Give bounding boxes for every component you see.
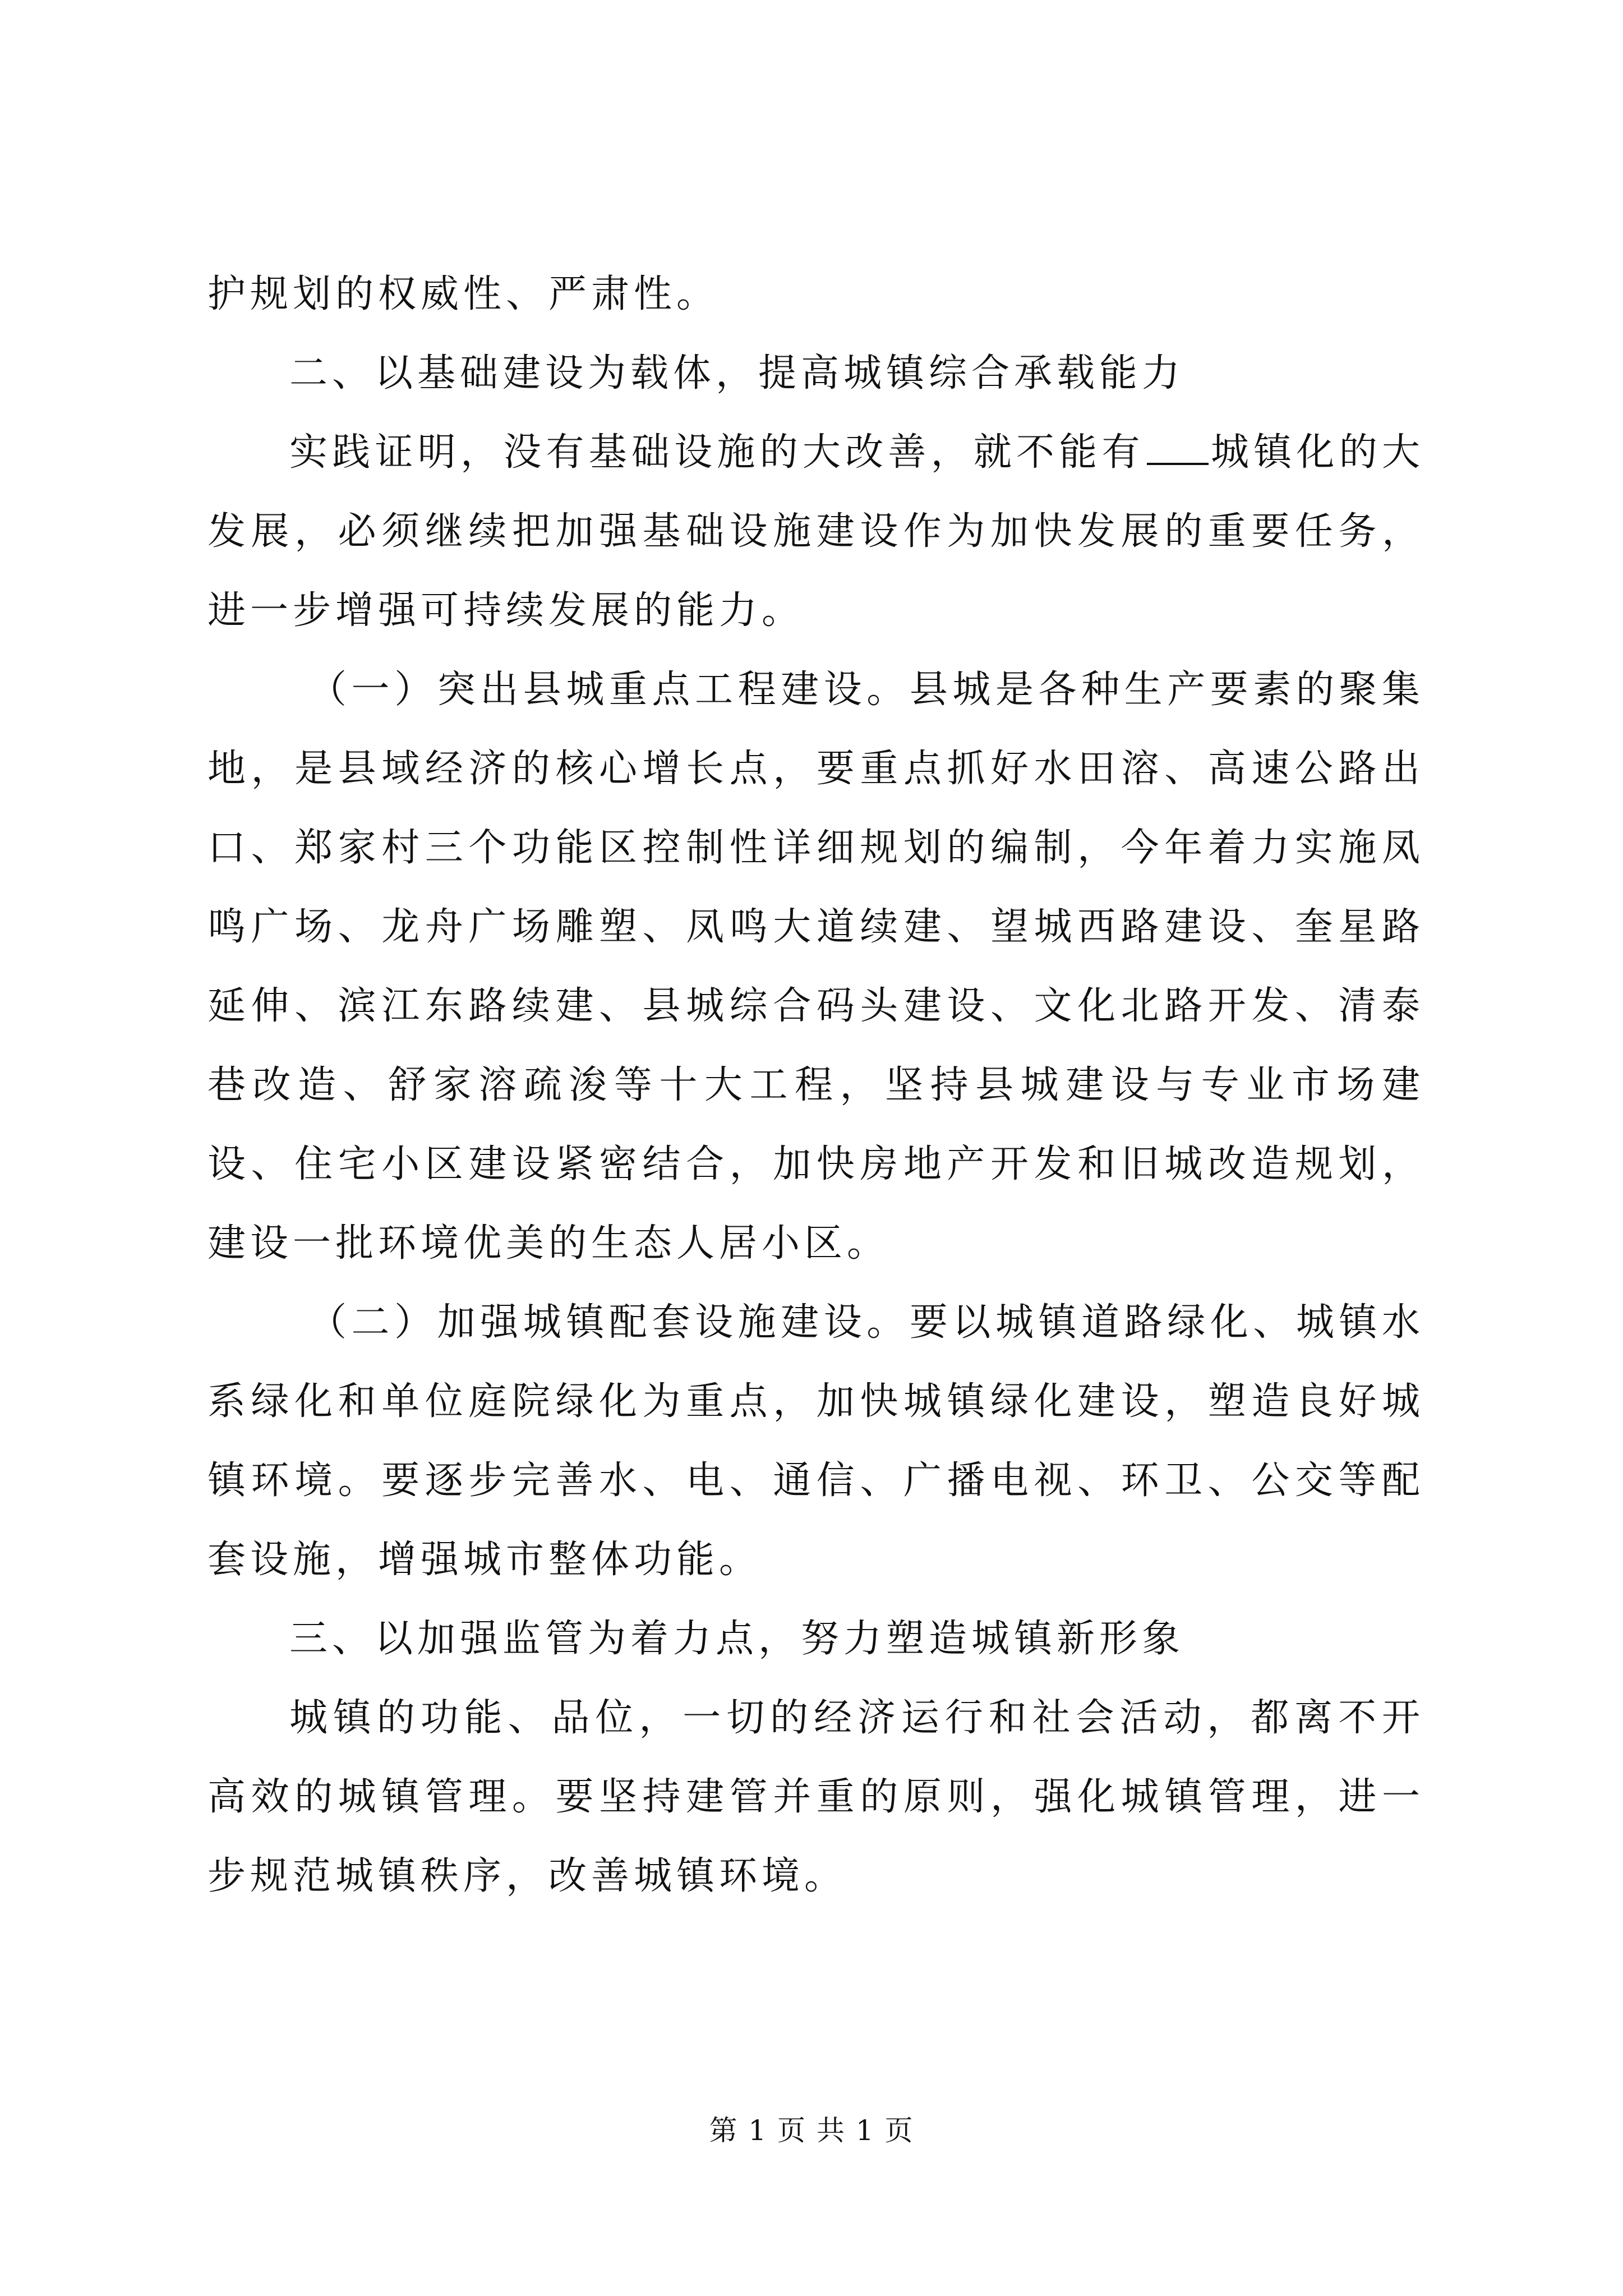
paragraph-practice-start: 实践证明，没有基础设施的大改善，就不能有 [289,430,1145,475]
document-body [208,255,1424,1916]
paragraph-practice [208,413,1424,650]
page-footer: 第 1 页 共 1 页 [709,2114,914,2147]
section-heading-2: 二、以基础建设为载体，提高城镇综合承载能力 [289,351,1185,395]
subsection-supporting-facilities: （二）加强城镇配套设施建设。要以城镇道路绿化、城镇水系绿化和单位庭院绿化为重点，加快城镇绿化建设，塑造良好城镇环境。要逐步完善水、电、通信、广播电视、环卫、公交等配套设施，增强城市整体功能。 [208,1300,1424,1582]
subsection-county-projects: （一）突出县城重点工程建设。县城是各种生产要素的聚集地，是县域经济的核心增长点，要重点抓好水田溶、高速公路出口、郑家村三个功能区控制性详细规划的编制，今年着力实施凤鸣广场、龙舟广场雕塑、凤鸣大道续建、望城西路建设、奎星路延伸、滨江东路续建、县城综合码头建设、文化北路开发、清泰巷改造、舒家溶疏浚等十大工程，坚持县城建设与专业市场建设、住宅小区建设紧密结合，加快房地产开发和旧城改造规划，建设一批环境优美的生态人居小区。 [208,668,1424,1266]
blank-underline [1147,457,1209,465]
paragraph-practice-end: 城镇化的大发展，必须继续把加强基础设施建设作为加快发展的重要任务，进一步增强可持续发展的能力。 [208,430,1424,633]
paragraph-continuation: 护规划的权威性、严肃性。 [208,272,720,316]
paragraph-management: 城镇的功能、品位，一切的经济运行和社会活动，都离不开高效的城镇管理。要坚持建管并重的原则，强化城镇管理，进一步规范城镇秩序，改善城镇环境。 [208,1696,1424,1898]
section-heading-3: 三、以加强监管为着力点，努力塑造城镇新形象 [289,1617,1185,1661]
